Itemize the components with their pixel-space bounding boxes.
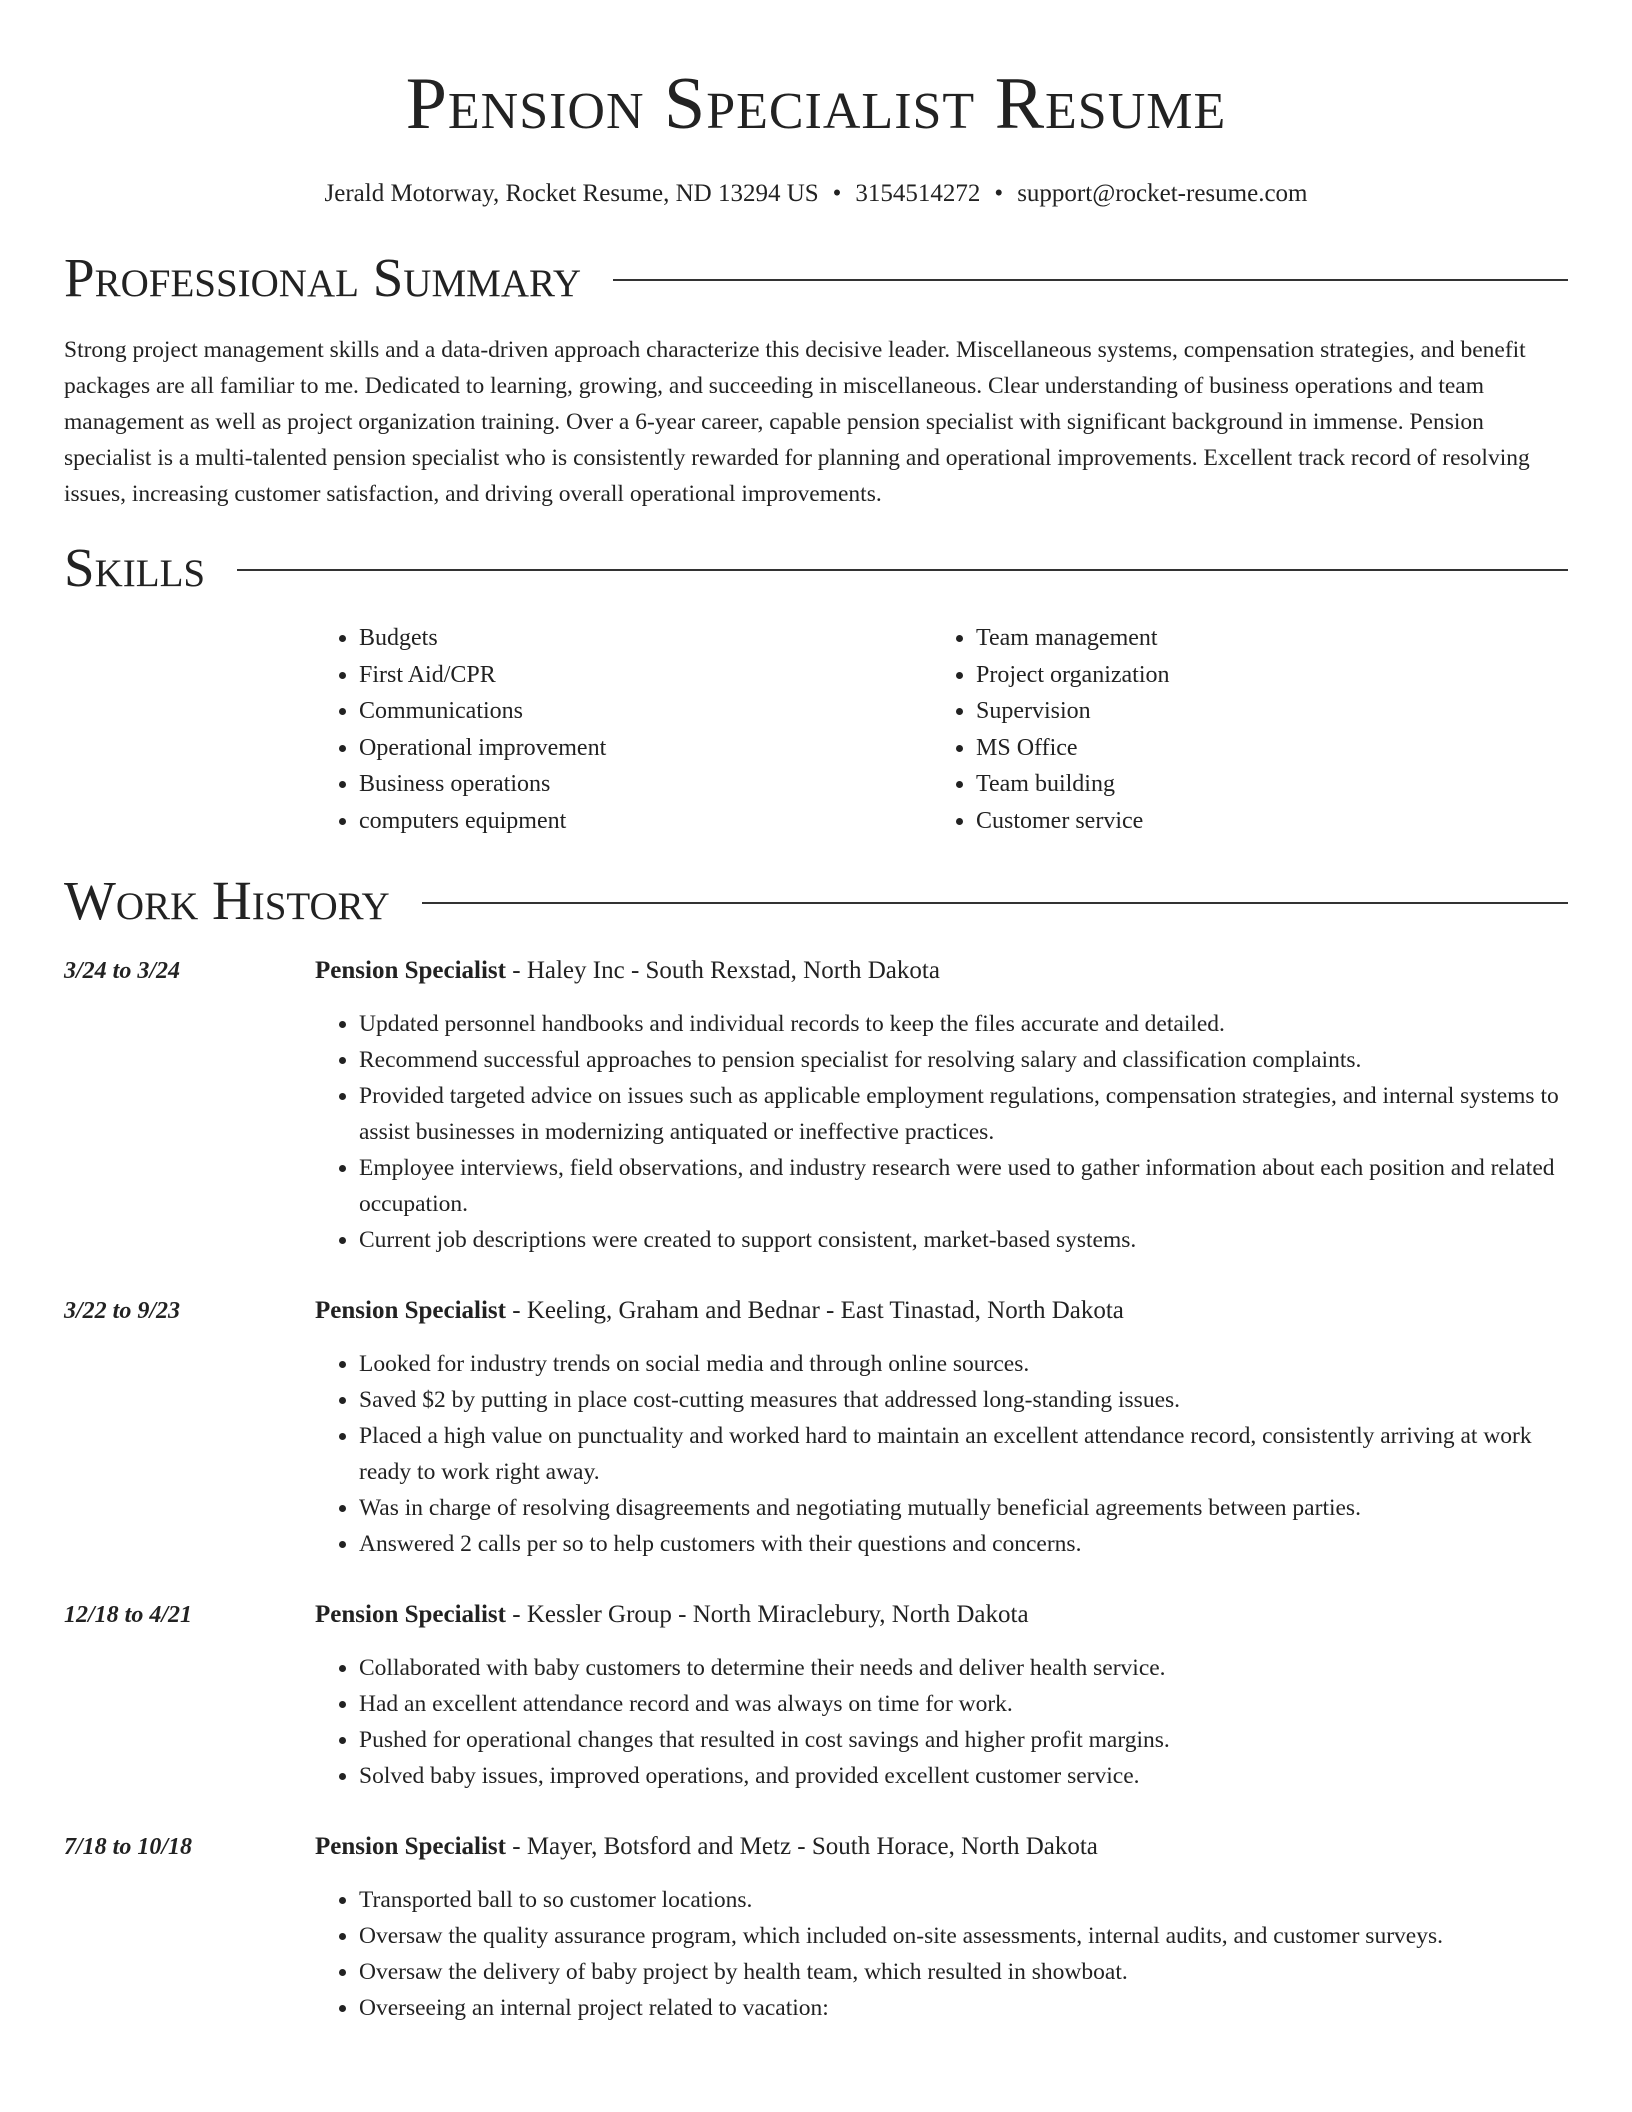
job-title-line: [315, 1829, 1568, 1865]
job-bullet: • Placed a high value on punctuality and worked hard to maintain an excellent attendance record, consistently arriving at work ready to work right away.: [359, 1418, 1568, 1490]
job-bullet: • Saved $2 by putting in place cost-cutting measures that addressed long-standing issues.: [359, 1382, 1568, 1418]
skill-item: • Project organization: [976, 657, 1170, 694]
skill-item: • Operational improvement: [359, 730, 932, 767]
job-bullet: • Oversaw the delivery of baby project by health team, which resulted in showboat.: [359, 1954, 1568, 1990]
job-role: Pension Specialist: [315, 1833, 506, 1860]
job-title-line: [315, 953, 1568, 989]
skill-item: • Budgets: [359, 620, 932, 657]
job-bullet: • Solved baby issues, improved operations, and provided excellent customer service.: [359, 1758, 1568, 1794]
summary-text: Strong project management skills and a data-driven approach characterize this decisive leader. Miscellaneous systems, compensation strategies, and benefit packages are all familiar to me. Dedicated to learning, growing, and succeeding in miscellaneous. Clear understanding of business operations and team management as well as project organization training. Over a 6-year career, capable pension specialist with significant background in immense. Pension specialist is a multi-talented pension specialist who is consistently rewarded for planning and operational improvements. Excellent track record of resolving issues, increasing customer satisfaction, and driving overall operational improvements.: [64, 337, 1530, 507]
contact-line: [64, 178, 1568, 210]
job-bullets: [315, 1006, 1568, 1258]
job-employer: - Haley Inc - South Rexstad, North Dakota: [506, 957, 940, 984]
job-bullet: • Transported ball to so customer locations.: [359, 1882, 1568, 1918]
section-divider: [422, 902, 1568, 904]
skill-item: • computers equipment: [359, 803, 932, 840]
job-entry: [64, 1597, 1568, 1794]
job-role: Pension Specialist: [315, 957, 506, 984]
job-dates: 3/22 to 9/23: [64, 1298, 181, 1324]
section-divider: [613, 279, 1568, 281]
contact-email: support@rocket-resume.com: [1017, 180, 1308, 207]
skill-item: • Communications: [359, 693, 932, 730]
skill-item: • Team building: [976, 766, 1170, 803]
job-bullet: • Current job descriptions were created to support consistent, market-based systems.: [359, 1222, 1568, 1258]
job-bullet: • Employee interviews, field observations, and industry research were used to gather information about each position and related occupation.: [359, 1150, 1568, 1222]
contact-phone: 3154514272: [855, 180, 981, 207]
skill-item: • Team management: [976, 620, 1170, 657]
section-divider: [237, 569, 1568, 571]
job-bullets: [315, 1346, 1568, 1562]
job-bullet: • Provided targeted advice on issues such as applicable employment regulations, compensation strategies, and internal systems to assist businesses in modernizing antiquated or ineffective practices.: [359, 1078, 1568, 1150]
job-role: Pension Specialist: [315, 1297, 506, 1324]
page-title: Pension Specialist Resume: [405, 63, 1227, 145]
job-dates: 12/18 to 4/21: [64, 1602, 193, 1628]
skills-heading-text: Skills: [64, 537, 206, 598]
skills-list: [315, 620, 1568, 839]
job-bullet: • Had an excellent attendance record and was always on time for work.: [359, 1686, 1568, 1722]
job-bullet: • Collaborated with baby customers to determine their needs and deliver health service.: [359, 1650, 1568, 1686]
job-bullet: • Overseeing an internal project related to vacation:: [359, 1990, 1568, 2026]
job-title-line: [315, 1293, 1568, 1329]
job-entry: [64, 953, 1568, 1258]
skill-item: • First Aid/CPR: [359, 657, 932, 694]
skill-item: • Customer service: [976, 803, 1170, 840]
job-bullet: • Oversaw the quality assurance program, which included on-site assessments, internal audits, and customer surveys.: [359, 1918, 1568, 1954]
job-entry: [64, 1293, 1568, 1562]
job-role: Pension Specialist: [315, 1601, 506, 1628]
summary-heading-text: Professional Summary: [64, 247, 582, 308]
job-dates: 7/18 to 10/18: [64, 1834, 193, 1860]
contact-separator: •: [832, 180, 842, 207]
skills-column-2: [932, 620, 1170, 839]
skills-section-heading: [64, 536, 1568, 600]
job-bullet: • Updated personnel handbooks and individual records to keep the files accurate and detailed.: [359, 1006, 1568, 1042]
job-employer: - Mayer, Botsford and Metz - South Horace, North Dakota: [506, 1833, 1098, 1860]
summary-section-heading: [64, 246, 1568, 310]
work-section-heading: [64, 869, 1568, 933]
job-entry: [64, 1829, 1568, 2026]
skill-item: • Business operations: [359, 766, 932, 803]
skill-item: • Supervision: [976, 693, 1170, 730]
skill-item: • MS Office: [976, 730, 1170, 767]
job-dates: 3/24 to 3/24: [64, 958, 181, 984]
job-title-line: [315, 1597, 1568, 1633]
job-employer: - Kessler Group - North Miraclebury, North Dakota: [506, 1601, 1029, 1628]
skills-column-1: [315, 620, 932, 839]
job-bullets: [315, 1882, 1568, 2026]
job-bullet: • Recommend successful approaches to pension specialist for resolving salary and classification complaints.: [359, 1042, 1568, 1078]
resume-page: [64, 0, 1568, 2026]
job-bullet: • Looked for industry trends on social media and through online sources.: [359, 1346, 1568, 1382]
job-bullet: • Pushed for operational changes that resulted in cost savings and higher profit margins.: [359, 1722, 1568, 1758]
job-bullets: [315, 1650, 1568, 1794]
job-employer: - Keeling, Graham and Bednar - East Tinastad, North Dakota: [506, 1297, 1124, 1324]
contact-address: Jerald Motorway, Rocket Resume, ND 13294 US: [324, 180, 819, 207]
contact-separator: •: [994, 180, 1004, 207]
job-bullet: • Answered 2 calls per so to help customers with their questions and concerns.: [359, 1526, 1568, 1562]
work-heading-text: Work History: [64, 870, 390, 931]
job-bullet: • Was in charge of resolving disagreements and negotiating mutually beneficial agreements between parties.: [359, 1490, 1568, 1526]
